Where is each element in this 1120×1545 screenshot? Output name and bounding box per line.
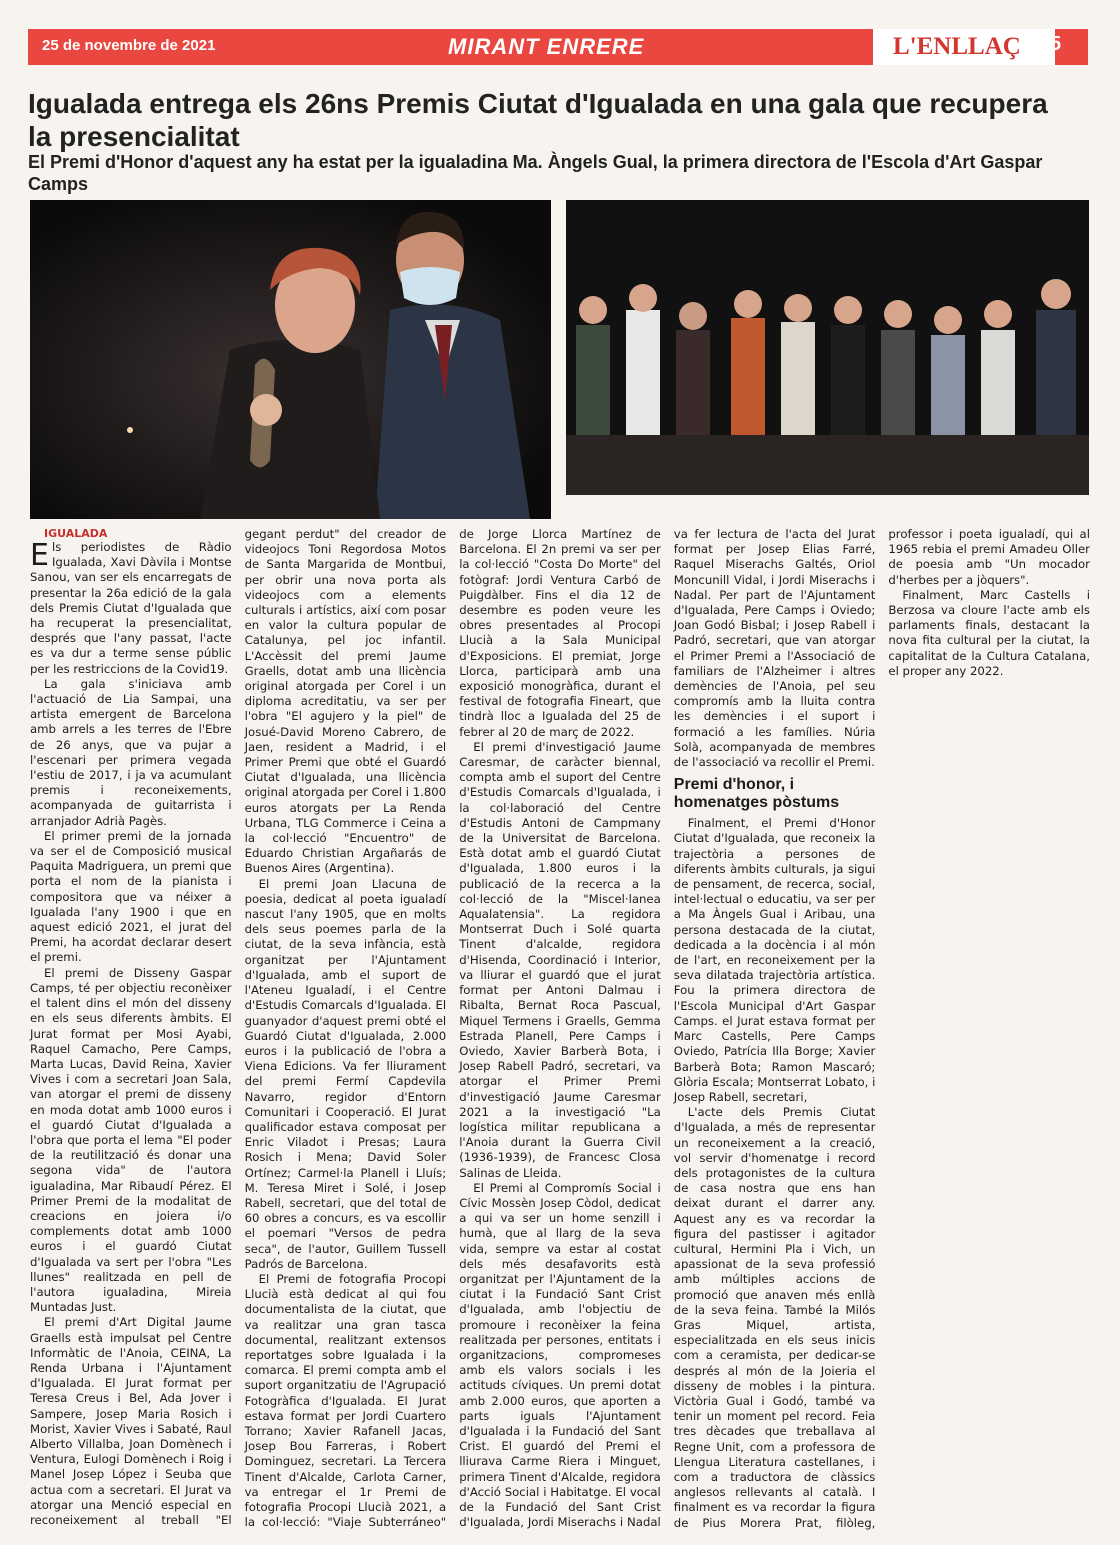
- article-paragraph: El premi d'investigació Jaume Caresmar, de caràcter biennal, compta amb el suport del Centre d'Estudis Comarcals d'Igualada, i la col·laboració del Centre d'Estudis Antoni de Campmany de la Universitat de Barcelona. Està dotat amb el guardó Ciutat d'Igualada, 1.800 euros i la publicació de la recerca a la col·lecció de la "Miscel·lanea Aqualatensia". La regidora Montserrat Duch i Solé quarta Tinent d'alcalde, regidora d'Hisenda, Coordinació i Interior, va lliurar el guardó que el jurat format per Antoni Dalmau i Ribalta, Bernat Roca Pascual, Miquel Termens i Graells, Gemma Estrada Planell, Pere Camps i Oviedo, Xavier Barberà Bota, i Josep Rabell Padró, secretari, va atorgar el Primer Premi d'investigació Jaume Caresmar 2021 a la investigació "La logística militar republicana a l'Anoia durant la Guerra Civil (1936-1939), de Francesc Closa Salinas de Lleida.: [459, 739, 661, 1180]
- page-number: 5: [1050, 33, 1062, 55]
- article-paragraph: Finalment, el Premi d'Honor Ciutat d'Igualada, que reconeix la trajectòria a persones de diferents àmbits culturals, ja sigui de pensament, de recerca, social, intel·lectual o educatiu, va ser per a Ma Àngels Gual i Aribau, una persona destacada de la ciutat, dedicada a la docència i al món de l'art, en reconeixement per la seva dilatada trajectòria artística. Fou la primera directora de l'Escola Municipal d'Art Gaspar Camps. el Jurat estava format per Marc Castells, Pere Camps Oviedo, Patrícia Illa Borge; Xavier Barberà Bota; Ramon Mascaró; Glòria Escala; Montserrat Lobato, i Josep Rabell, secretari,: [673, 816, 876, 1104]
- article-paragraph: El premi d'Art Digital Jaume Graells està impulsat pel Centre Informàtic de l'Anoia, CEINA, La Renda Urbana i l'Ajuntament d'Igualada. El Jurat format per Teresa Creus i Bel, Ada Jover i Sampere, Josep Maria Rosich i Morist, Xavier Vives i Sabaté, Raul Alberto Villalba, Joan Domènech i Ventura, Eulogi Domènech i Roig i Manel Josep López i Seuba que actua com a secretari. El Jurat va atorgar una Menció especial en reconeixement al treball "El gegant perdut" del creador de videojocs Toni Regordosa Motos de Santa Margarida de Montbui, per obrir una nova porta als videojocs com a elements culturals i artístics, així com posar en valor la cultura popular de Catalunya, pel joc infantil. L'Accèssit del premi Jaume Graells, dotat amb una llicència original atorgada per Corel i un diploma acreditatiu, va ser per l'obra "El agujero y la piel" de Josué-David Moreno Cabrero, de Jaen, resident a Madrid, i el Primer Premi que obté el Guardó Ciutat d'Igualada, una llicència original atorgada per Corel i 1.800 euros atorgats per La Renda Urbana, TLG Commerce i Ceina a la col·lecció "Encuentro" de Eduardo Christian Argañarás de Buenos Aires (Argentina).: [30, 527, 447, 1527]
- article-paragraph: La gala s'iniciava amb l'actuació de Lia Sampai, una artista emergent de Barcelona amb arrels a les terres de l'Ebre de 26 anys, que va pujar a l'escenari per primera vegada l'estiu de 2017, i ja va acumulant premis i reconeixements, acompanyada de guitarrista i arranjador Adrià Pagès.: [30, 676, 232, 828]
- issue-date: 25 de novembre de 2021: [42, 37, 216, 54]
- article-paragraph-text: ls periodistes de Ràdio Igualada, Xavi Dàvila i Montse Sanou, van ser els encarregats de presentar la 26a edició de la gala dels Premis Ciutat d'Igualada que ha recuperat la presencialitat, després que l'any passat, l'acte es va dur a terme sense públic per les restriccions de la Covid19.: [30, 540, 232, 676]
- article-headline: Igualada entrega els 26ns Premis Ciutat d'Igualada en una gala que recupera la presencialitat: [28, 88, 1048, 152]
- award-photo-group: [566, 200, 1089, 495]
- article-kicker: IGUALADA: [44, 527, 108, 540]
- article-paragraph: Finalment, Marc Castells i Berzosa va cloure l'acte amb els parlaments finals, destacant la nova fita cultural per la ciutat, la capitalitat de la Cultura Catalana, el proper any 2022.: [888, 587, 1090, 678]
- article-paragraph: [30, 540, 232, 677]
- newspaper-logo-text: L'ENLLAÇ: [893, 33, 1021, 60]
- drop-cap: E: [30, 538, 49, 573]
- article-body: [30, 527, 1090, 1532]
- article-paragraph: El Premi de fotografia Procopi Llucià està dedicat al qui fou documentalista de la ciutat, que va realitzar una gran tasca documental, realitzant extensos reportatges sobre Igualada i la comarca. El premi compta amb el suport organitzatiu de l'Agrupació Fotogràfica d'Igualada. El Jurat estava format per Jordi Cuartero Torrano; Xavier Rafanell Jacas, Josep Bou Farreras, i Robert Dominguez, secretari. La Tercera Tinent d'Alcalde, Carlota Carner, va entregar el 1r Premi de fotografia Procopi Llucià 2021, a la col·lecció: "Viaje Subterráneo" de Jorge Llorca Martínez de Barcelona. El 2n premi va ser per la col·lecció "Costa Do Morte" del fotògraf: Jordi Ventura Carbó de Puigdàlber. Fins el dia 12 de desembre es poden veure les obres presentades al Procopi Llucià a la Sala Municipal d'Exposicions. El premiat, Jorge Llorca, participarà amb una exposició monogràfica, durant el festival de fotografia Fineart, que tindrà lloc a Igualada del 25 de febrer al 20 de març de 2022.: [244, 527, 661, 1530]
- newspaper-logo: [873, 29, 1055, 65]
- article-paragraph: El premi Joan Llacuna de poesia, dedicat al poeta igualadí nascut l'any 1905, que en molts dels seus poemes parla de la ciutat, de la seva infància, està organitzat per l'Ajuntament d'Igualada, amb el suport de l'Ateneu Igualadí, i el Centre d'Estudis Comarcals d'Igualada. El guanyador d'aquest premi obté el Guardó Ciutat d'Igualada, 2.000 euros i la publicació de l'obra a Viena Edicions. Va fer lliurament del premi Fermí Capdevila Navarro, regidor d'Entorn Comunitari i Cooperació. El Jurat qualificador estava composat per Enric Viladot i Presas; Laura Rosich i Mena; David Soler Ortínez; Carmel·la Planell i Lluís; M. Teresa Miret i Solé, i Josep Rabell, secretari, que del total de 60 obres a concurs, es va escollir el poemari "Versos de pedra seca", de l'autor, Guillem Tussell Padrós de Barcelona.: [244, 876, 447, 1271]
- article-paragraph: L'acte dels Premis Ciutat d'Igualada, a més de representar un reconeixement a la creació, vol servir d'homenatge i record dels protagonistes de la cultura de casa nostra que ens han deixat durant el darrer any. Aquest any es va recordar la figura del pastisser i agitador cultural, Hermini Pla i Vich, un apassionat de la seva professió amb múltiples accions de promoció que anaven més enllà de la seva feina. També la Milós Gras Miquel, artista, especialitzada en els seus inicis com a ceramista, per dedicar-se després al món de la Joieria el disseny de mobles i la pintura. Victòria Gual i Godó, també va tenir un moment pel record. Feia tres dècades que treballava al Regne Unit, com a professora de Llengua Literatura castellanes, i com a traductora de clàssics anglesos rellevants al català. I finalment es va recordar la figura de Pius Morera Prat, filòleg, professor i poeta igualadí, qui al 1965 rebia el premi Amadeu Oller de poesia amb "Un mocador d'herbes per a jòquers".: [673, 527, 1090, 1530]
- article-paragraph: El primer premi de la jornada va ser el de Composició musical Paquita Madriguera, un premi que porta el nom de la pianista i compositora que va néixer a Igualada l'any 1900 i que en aquest edició 2021, el jurat del Premi, ha acordat declarar desert el premi.: [30, 828, 232, 965]
- section-header-bar: [28, 29, 1088, 65]
- section-title: MIRANT ENRERE: [448, 34, 645, 59]
- article-paragraph: El premi de Disseny Gaspar Camps, té per objectiu reconèixer el talent dins el món del disseny en els seus diferents àmbits. El Jurat format per Mosi Ayabi, Raquel Camacho, Pere Camps, Marta Lucas, David Reina, Xavier Vives i com a secretari Joan Sala, van atorgar el premi de disseny en moda dotat amb 1000 euros i el guardó Ciutat d'Igualada a l'obra que porta el lema "El poder de la reutilització és donar una segona vida" de l'autora igualadina, Mar Ribaudí Pérez. El Primer Premi de la modalitat de creacions en joiera i/o complements dotat amb 1000 euros i el guardó Ciutat d'Igualada va sert per l'obra "Les llunes" realitzada en pell de l'autora igualadina, Mireia Muntadas Just.: [30, 965, 232, 1315]
- article-subheadline: El Premi d'Honor d'aquest any ha estat per la igualadina Ma. Àngels Gual, la primera directora de l'Escola d'Art Gaspar Camps: [28, 152, 1043, 194]
- award-photo-honoree: [30, 200, 551, 519]
- article-paragraph: El Premi al Compromís Social i Cívic Mossèn Josep Còdol, dedicat a qui va ser un home senzill i humà, que al llarg de la seva vida, sempre va estar al costat dels més desafavorits està organitzat per l'Ajuntament de la ciutat i la Fundació Sant Crist d'Igualada, amb l'objectiu de promoure i reconèixer la feina realitzada per persones, entitats i organitzacions, compromeses amb els valors socials i les actituds cíviques. Un premi dotat amb 2.000 euros, que aporten a parts iguals l'Ajuntament d'Igualada i la Fundació del Sant Crist. El guardó del Premi el lliurava Carme Riera i Minguet, primera Tinent d'Alcalde, regidora d'Acció Social i Habitatge. El vocal de la Fundació del Sant Crist d'Igualada, Jordi Miserachs i Nadal va fer lectura de l'acta del Jurat format per Josep Elias Farré, Raquel Miserachs Galtés, Oriol Moncunill Vidal, i Jordi Miserachs i Nadal. Per part de l'Ajuntament d'Igualada, Pere Camps i Oviedo; Joan Godó Bisbal; i Josep Rabell i Padró, secretari, que van atorgar el Primer Premi a l'Associació de familiars de l'Alzheimer i altres demències de l'Anoia, pel seu compromís amb la lluita contra les demències i el suport i formació a les famílies. Núria Solà, acompanyada de membres de l'associació va recollir el Premi.: [459, 527, 876, 1530]
- article-subheading: Premi d'honor, i homenatges pòstums: [673, 776, 840, 812]
